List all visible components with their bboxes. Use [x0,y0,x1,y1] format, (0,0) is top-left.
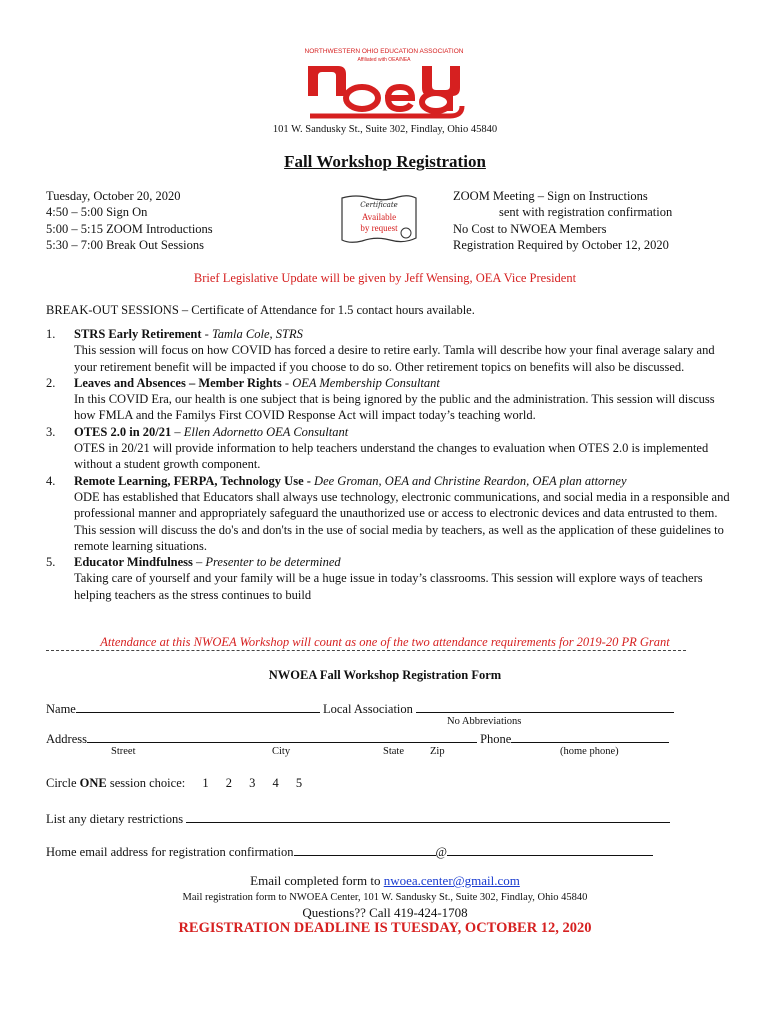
email-domain-field[interactable] [447,843,653,856]
email-instructions [0,873,770,889]
cut-line-divider [46,650,686,651]
session-presenter: OEA Membership Consultant [292,375,440,390]
session-sep: – [192,555,206,570]
session-description: ODE has established that Educators shall always use technology, electronic communications, and social media in a responsible and professional manner and appropriately safeguard the unauthorized use or access to electronic devices and data entrusted to them. This session will discuss the do's and don'ts in the use of social media by teachers, as well as the application of these guidelines to remote learning situations. [74,489,730,553]
schedule-item: 5:00 – 5:15 ZOOM Introductions [46,221,213,236]
session-sep: - [281,375,293,390]
meeting-info [453,188,672,253]
attendance-note: Attendance at this NWOEA Workshop will count as one of the two attendance requirements for 2019-20 PR Grant [100,635,670,649]
session-title: Educator Mindfulness [74,555,193,570]
phone-field[interactable] [511,730,669,743]
name-label: Name [46,702,76,716]
session-title: Remote Learning, FERPA, Technology Use - [74,473,311,488]
local-association-label: Local Association [322,702,413,716]
email-link[interactable]: nwoea.center@gmail.com [383,873,520,888]
session-choice-row [46,776,302,791]
session-item [46,375,736,424]
registration-required: Registration Required by October 12, 2020 [453,237,669,252]
registration-deadline: REGISTRATION DEADLINE IS TUESDAY, OCTOBER 12, 2020 [178,920,592,936]
certificate-heading: Certificate [360,201,398,209]
session-presenter: Ellen Adornetto OEA Consultant [183,424,349,439]
session-title: OTES 2.0 in 20/21 [74,424,172,439]
address-row [46,730,669,747]
dietary-field[interactable] [186,810,670,823]
home-phone-hint: (home phone) [560,746,619,757]
breakout-heading: BREAK-OUT SESSIONS – Certificate of Attendance for 1.5 contact hours available. [46,303,475,317]
session-number: 5. [46,555,56,570]
session-item [46,326,736,375]
email-label: Home email address for registration confirmation [46,845,294,859]
address-field[interactable] [87,730,477,743]
session-sep: - [201,327,212,341]
name-field[interactable] [76,700,320,713]
schedule-item: 4:50 – 5:00 Sign On [46,205,148,220]
session-number: 2. [46,375,56,390]
email-row [46,843,653,860]
certificate-available: Available [361,212,397,222]
session-title: Leaves and Absences – Member Rights [74,375,282,390]
name-row [46,700,674,717]
session-item [46,473,736,554]
session-presenter: Presenter to be determined [205,555,341,570]
mail-instructions: Mail registration form to NWOEA Center, 101 W. Sandusky St., Suite 302, Findlay, Ohio 45840 [182,892,588,903]
session-description: Taking care of yourself and your family will be a huge issue in today’s classrooms. This session will explore ways of teachers helping teachers as the stress continues to build [74,571,703,602]
nwoea-logo [300,44,468,128]
certificate-by-request: by request [360,223,398,233]
schedule-date: Tuesday, October 20, 2020 [46,189,181,203]
session-choice-5[interactable]: 5 [295,776,303,790]
page-title: Fall Workshop Registration [284,152,486,171]
session-number: 3. [46,424,56,439]
zoom-info-sub: sent with registration confirmation [499,205,673,220]
certificate-graphic [336,192,422,248]
no-abbreviations-hint: No Abbreviations [447,716,522,727]
legislative-update: Brief Legislative Update will be given by Jeff Wensing, OEA Vice President [193,271,577,285]
email-user-field[interactable] [294,843,436,856]
session-item [46,554,736,603]
session-number: 4. [46,473,56,488]
local-association-field[interactable] [416,700,674,713]
session-choice-1[interactable]: 1 [202,776,209,790]
header-address: 101 W. Sandusky St., Suite 302, Findlay, Ohio 45840 [272,124,498,135]
schedule-block [46,188,213,253]
session-description: This session will focus on how COVID has forced a desire to retire early. Tamla will describe how your final average salary and your retirement benefit will be impacted if you choose to do so. Other retirement topics on benefits will also be discussed. [74,343,715,374]
sessions-list [46,326,736,603]
session-choice-2[interactable]: 2 [225,776,232,790]
session-description: In this COVID Era, our health is one subject that is being ignored by the public and the administration. This session will discuss how FMLA and the Familys First COVID Response Act will impact today’s teaching world. [74,392,715,423]
session-number: 1. [46,327,56,341]
session-presenter: Tamla Cole, STRS [211,327,303,341]
questions-contact: Questions?? Call 419-424-1708 [302,905,468,920]
zip-hint: Zip [430,746,445,757]
zoom-info: ZOOM Meeting – Sign on Instructions [453,189,648,203]
address-label: Address [46,732,87,746]
session-title: STRS Early Retirement [74,327,202,341]
dietary-label: List any dietary restrictions [46,812,184,826]
at-sign: @ [435,845,448,859]
logo-affiliate: Affiliated with OEA/NEA [357,57,411,63]
session-sep: – [171,424,184,439]
schedule-item: 5:30 – 7:00 Break Out Sessions [46,237,204,252]
circle-label: Circle ONE session choice: [46,776,186,790]
street-hint: Street [111,746,136,757]
session-presenter: Dee Groman, OEA and Christine Reardon, OEA plan attorney [314,473,627,488]
cost-info: No Cost to NWOEA Members [453,221,607,236]
phone-label: Phone [480,732,512,746]
dietary-row [46,810,670,827]
email-instructions-text: Email completed form to [250,873,384,888]
session-item [46,424,736,473]
session-description: OTES in 20/21 will provide information to help teachers understand the changes to evaluation when OTES 2.0 is implemented without a student growth component. [74,441,709,472]
logo-association-name: NORTHWESTERN OHIO EDUCATION ASSOCIATION [304,48,464,55]
form-title: NWOEA Fall Workshop Registration Form [268,668,502,682]
state-hint: State [383,746,404,757]
city-hint: City [272,746,291,757]
session-choice-4[interactable]: 4 [272,776,279,790]
session-choice-3[interactable]: 3 [249,776,256,790]
